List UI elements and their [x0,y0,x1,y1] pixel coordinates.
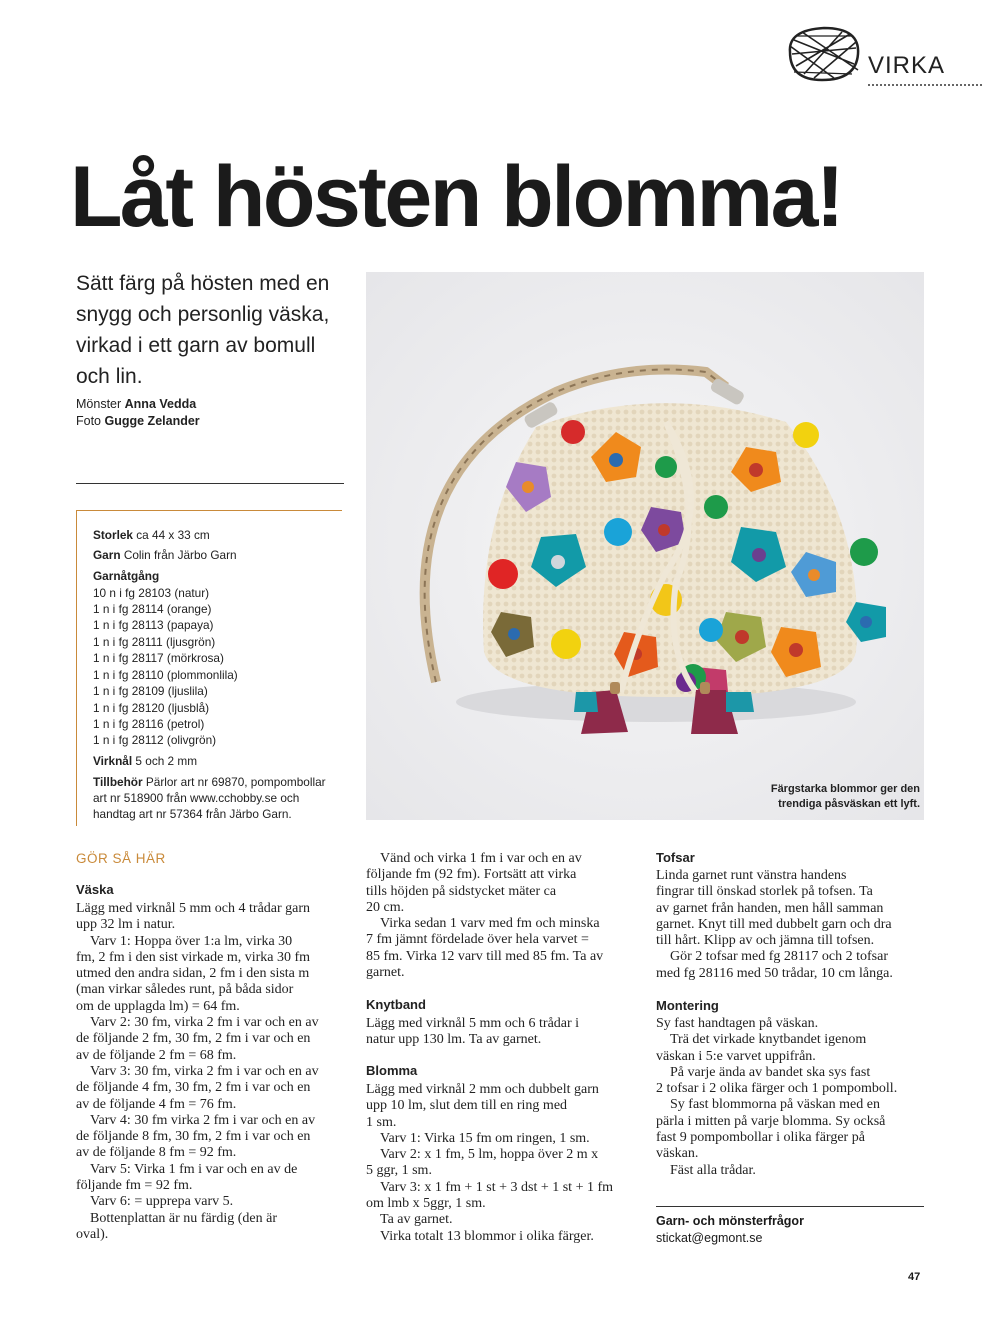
tassel-heading: Tofsar [656,850,695,865]
tassel-instructions: Linda garnet runt vänstra handens fingrar till önskad storlek på tofsen. Ta av garnet från handen, men håll samman garnet. Knyt till med dubbelt garn och dra till hårt. Klipp av och jämna till tofsen. Gör 2 tofsar med fg 28117 och 2 tofsar med fg 28116 med 50 trådar, 10 cm långa. [656,868,893,981]
flower-instructions: Lägg med virknål 2 mm och dubbelt garn upp 10 lm, slut dem till en ring med 1 sm. Varv 1: Virka 15 fm om ringen, 1 sm. Varv 2: x 1 fm, 5 lm, hoppa över 2 m x 5 ggr, 1 sm. Varv 3: x 1 fm + 1 st + 3 dst + 1 st + 1 fm om lmb x 5ggr, 1 sm. Ta av garnet. Virka totalt 13 blommor i olika färger. [366,1082,614,1244]
photo-caption: Färgstarka blommor ger den trendiga påsväskan ett lyft. [770,783,920,810]
instructions-heading: GÖR SÅ HÄR [76,851,166,866]
size-value: ca 44 x 33 cm [136,528,210,542]
hook-label: Virknål [93,754,133,768]
usage-item: 1 n i fg 28111 (ljusgrön) [93,635,216,649]
usage-item: 1 n i fg 28120 (ljusblå) [93,701,210,715]
hook-value: 5 och 2 mm [135,754,198,768]
assembly-heading: Montering [656,998,719,1013]
accessories-line: handtag art nr 57364 från Järbo Garn. [93,807,292,821]
usage-item: 1 n i fg 28109 (ljuslila) [93,684,208,698]
yarn-value: Colin från Järbo Garn [123,548,237,562]
photo-credit-label: Foto [76,414,102,428]
knot-instructions: Lägg med virknål 5 mm och 6 trådar i natur upp 130 lm. Ta av garnet. [366,1016,580,1048]
size-label: Storlek [93,528,133,542]
usage-label: Garnåtgång [93,569,160,583]
bag-instructions: Lägg med virknål 5 mm och 4 trådar garn upp 32 lm i natur. Varv 1: Hoppa över 1:a lm, virka 30 fm, 2 fm i den sist virkade m, virka 30 fm utmed den andra sidan, 2 fm i den sista m (man virkar således runt, på båda sidor om de upplagda lm) = 64 fm. Varv 2: 30 fm, virka 2 fm i var och en av de följande 2 fm, 30 fm, 2 fm i var och en av de följande 2 fm = 68 fm. Varv 3: 30 fm, virka 2 fm i var och en av de följande 4 fm, 30 fm, 2 fm i var och en av de följande 4 fm = 76 fm. Varv 4: 30 fm virka 2 fm i var och en av de följande 8 fm, 30 fm, 2 fm i var och en av de följande 8 fm = 92 fm. Varv 5: Virka 1 fm i var och en av de följande fm = 92 fm. Varv 6: = upprepa varv 5. Bottenplattan är nu färdig (den är oval). [76,901,319,1242]
accessories-line: Tillbehör Pärlor art nr 69870, pompombollar [93,775,326,789]
bag-heading: Väska [76,882,114,897]
yarn-line [93,548,237,562]
knot-heading: Knytband [366,997,426,1012]
yarn-label: Garn [93,548,121,562]
usage-item: 1 n i fg 28114 (orange) [93,602,212,616]
photo-credit [76,414,200,428]
yarn-ball-icon [784,24,862,84]
section-label: VIRKA [868,52,946,79]
page-title: Låt hösten blomma! [70,149,843,245]
photo-credit-name: Gugge Zelander [104,414,200,428]
contact-heading: Garn- och mönsterfrågor [656,1214,804,1228]
pattern-credit [76,397,196,411]
bag-photo [366,272,924,820]
section-divider [868,84,982,86]
hook-line [93,754,197,768]
intro-divider [76,483,344,484]
page-number: 47 [908,1271,921,1283]
accessories-line: art nr 518900 från www.cchobby.se och [93,791,300,805]
usage-item: 1 n i fg 28117 (mörkrosa) [93,651,224,665]
pattern-credit-label: Mönster [76,397,122,411]
contact-divider [656,1206,924,1207]
usage-item: 1 n i fg 28110 (plommonlila) [93,668,238,682]
usage-item: 1 n i fg 28113 (papaya) [93,618,214,632]
usage-item: 10 n i fg 28103 (natur) [93,586,210,600]
assembly-instructions: Sy fast handtagen på väskan. Trä det virkade knytbandet igenom väskan i 5:e varvet uppifrån. På varje ända av bandet ska sys fast 2 tofsar i 2 olika färger och 1 pompomboll. Sy fast blommorna på väskan med en pärla i mitten på varje blomma. Sy också fast 9 pompombollar i olika färger på väskan. Fäst alla trådar. [656,1016,898,1178]
intro-text: Sätt färg på hösten med en snygg och personlig väska, virkad i ett garn av bomull och lin. [76,272,330,388]
size-line [93,528,210,542]
accessories-label: Tillbehör [93,775,143,789]
usage-item: 1 n i fg 28116 (petrol) [93,717,205,731]
pattern-credit-name: Anna Vedda [124,397,197,411]
usage-item: 1 n i fg 28112 (olivgrön) [93,733,217,747]
bag-instructions-continued: Vänd och virka 1 fm i var och en av följande fm (92 fm). Fortsätt att virka tills höjden på sidstycket mäter ca 20 cm. Virka sedan 1 varv med fm och minska 7 fm jämnt fördelade över hela varvet = 85 fm. Virka 12 varv till med 85 fm. Ta av garnet. [366,851,604,981]
flower-heading: Blomma [366,1063,418,1078]
contact-email: stickat@egmont.se [656,1231,763,1245]
